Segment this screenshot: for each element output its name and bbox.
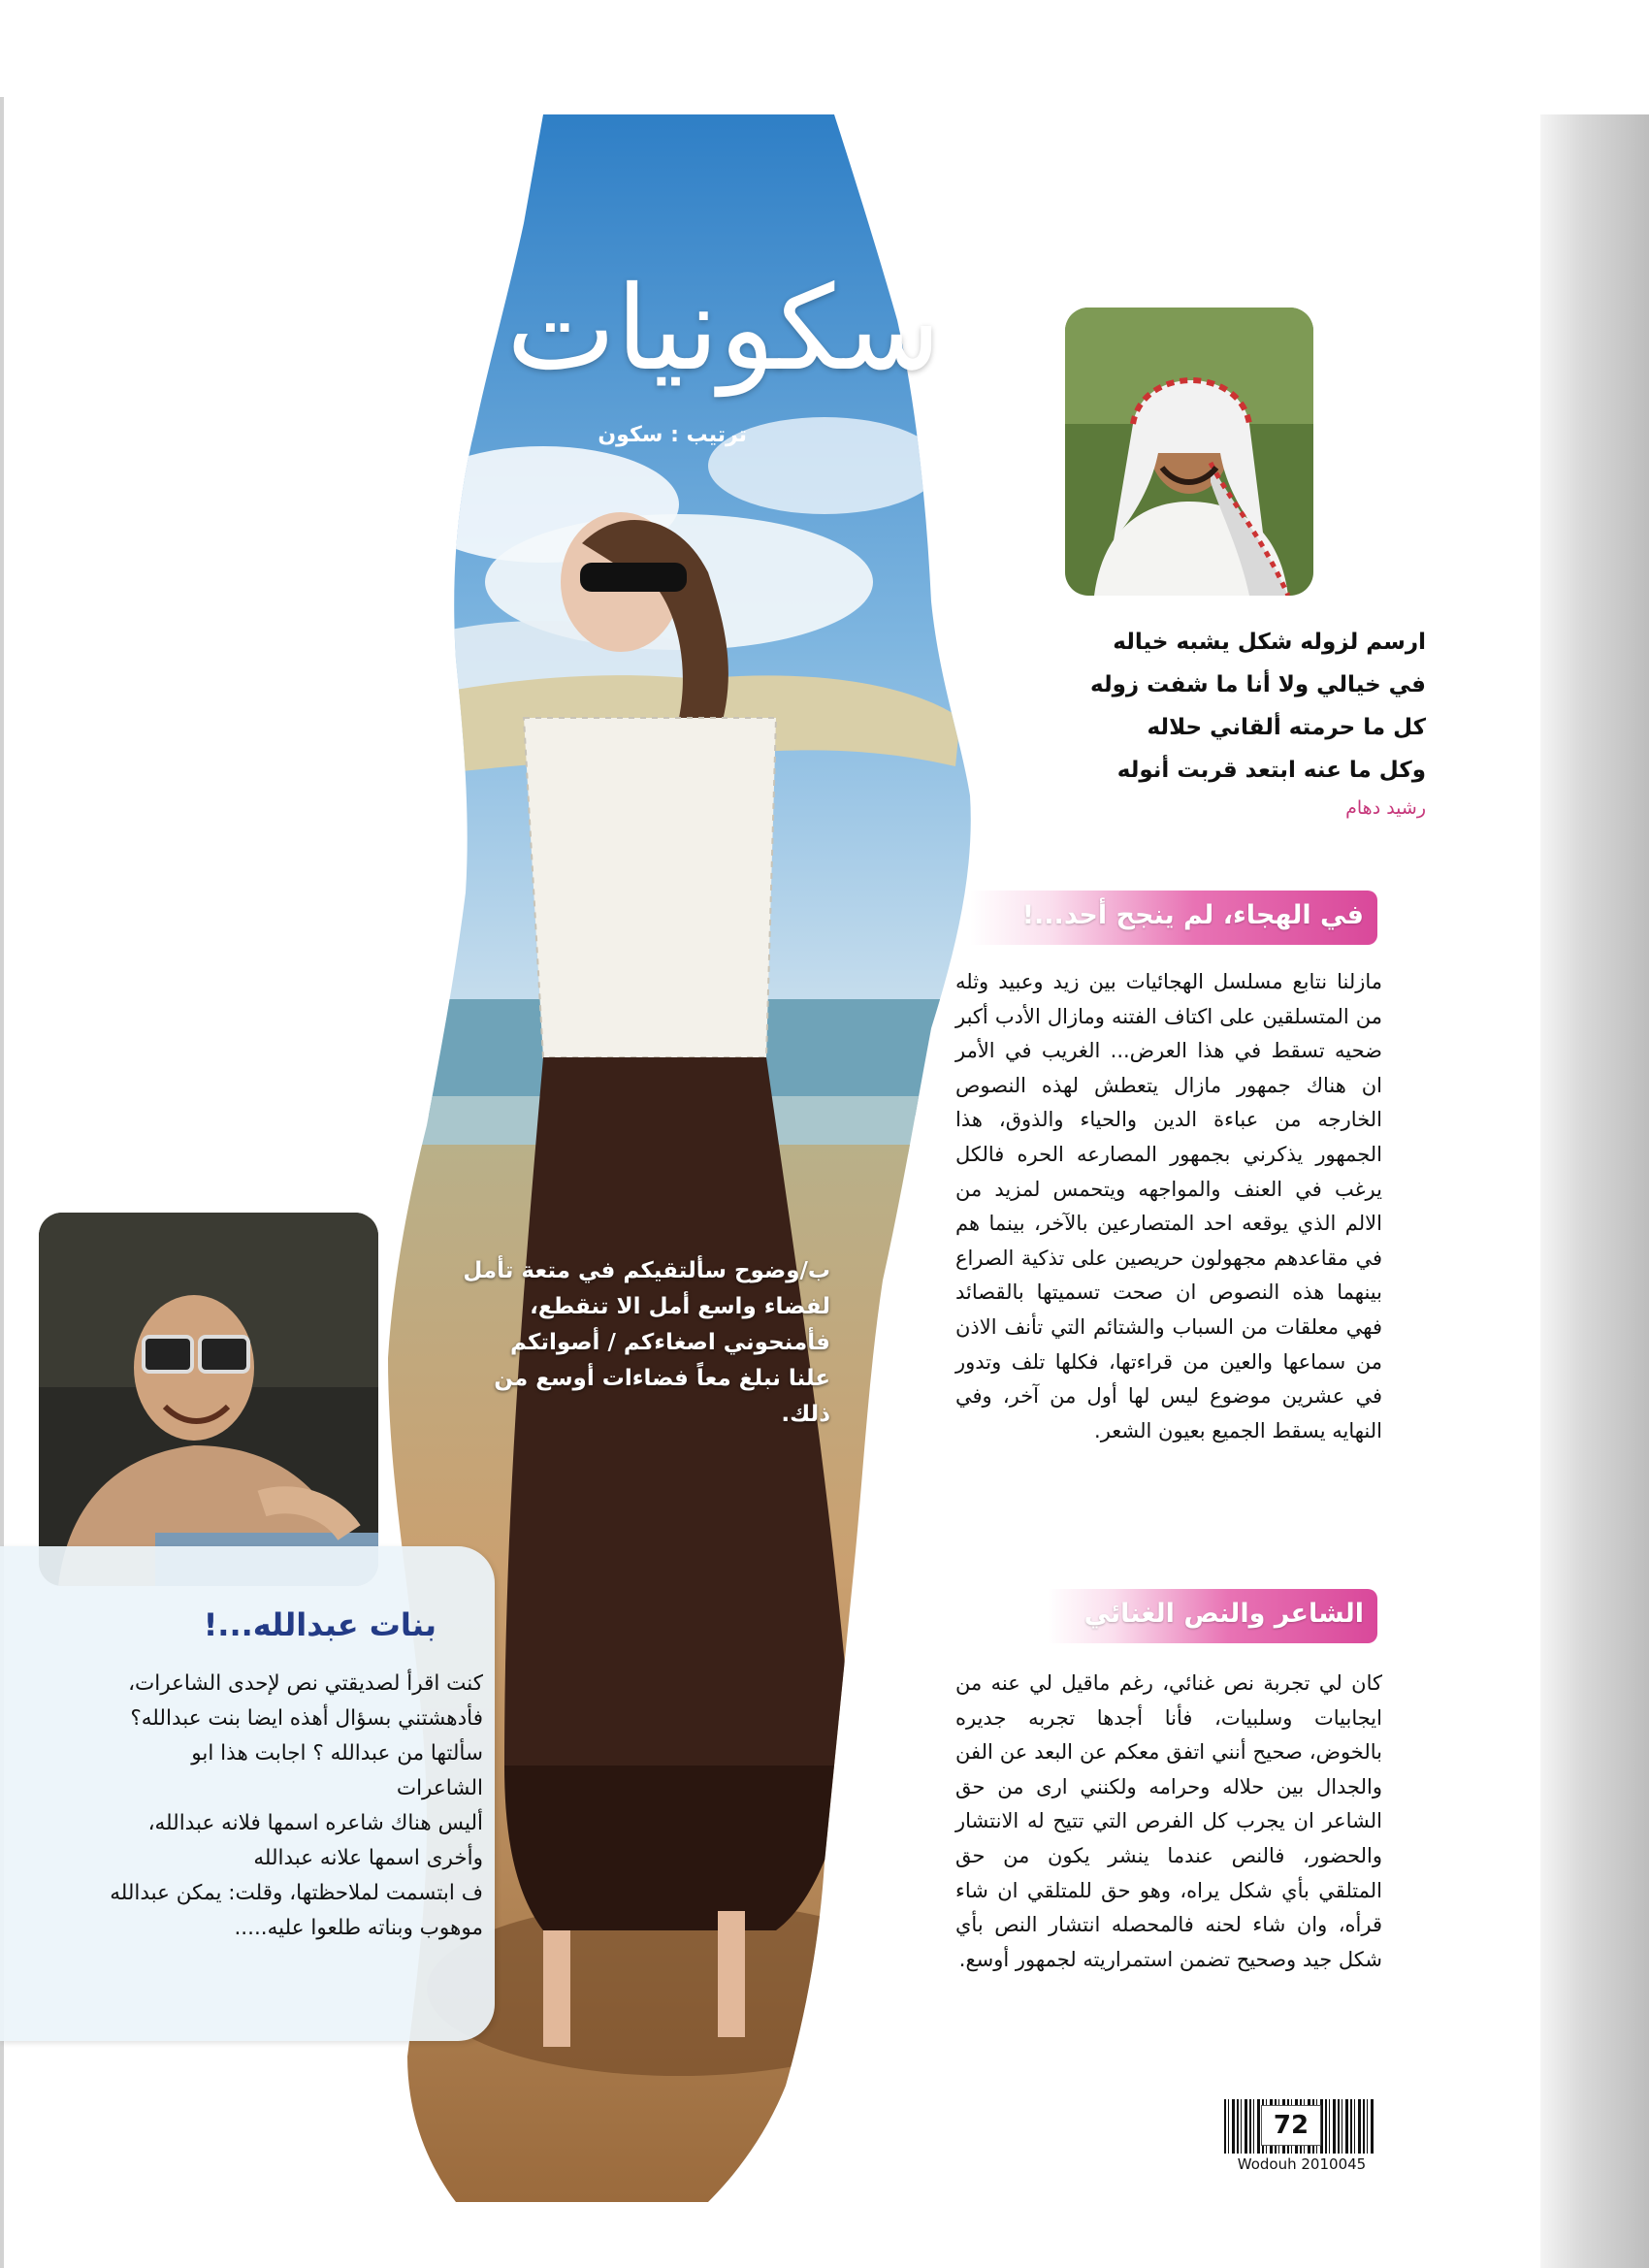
cartoon-man-photo <box>39 1213 378 1586</box>
article-hijaa-body: مازلنا نتابع مسلسل الهجائيات بين زيد وعبيد وثله من المتسلقين على اكتاف الفتنه ومازال الأدب أكبر ضحيه تسقط في هذا العرض... الغريب في الأمر ان هناك جمهور مازال يتعطش لهذه النصوص الخارجه من عباءة الدين والحياء والذوق، هذا الجمهور يذكرني بجمهور المصارعه الحره فالكل يرغب في العنف والمواجهه ويتحمس لمزيد من الالم الذي يوقعه احد المتصارعين بالآخر، بينما هم في مقاعدهم مجهولون حريصين على تذكية الصراع بينهما هذه النصوص ان صحت تسميتها بالقصائد فهي معلقات من السباب والشتائم التي تأنف الاذن من سماعها والعين من قراءتها، فكلها تلف وتدور في عشرين موضوع ليس لها أول من آخر، وفي النهايه يسقط الجميع بعيون الشعر. <box>955 970 1382 1442</box>
issue-code: Wodouh 2010045 <box>1237 2155 1367 2173</box>
page-number: 72 <box>1261 2105 1321 2146</box>
section-credit: ترتيب : سكون <box>598 423 747 447</box>
section-heading-hijaa: في الهجاء، لم ينجح أحد...! <box>1021 900 1364 930</box>
note-line: ف ابتسمت لملاحظتها، وقلت: يمكن عبدالله <box>110 1881 483 1905</box>
note-line: سألتها من عبدالله ؟ اجابت هذا ابو <box>191 1741 483 1766</box>
section-heading-lyric: الشاعر والنص الغنائي <box>1083 1599 1364 1629</box>
poem-block <box>931 621 1426 825</box>
old-man-illustration <box>39 1213 378 1586</box>
man-portrait-illustration <box>1065 308 1313 596</box>
note-line: كنت اقرأ لصديقتي نص لإحدى الشاعرات، <box>128 1671 483 1696</box>
note-line: الشاعرات <box>396 1776 483 1800</box>
poet-name: رشيد دهام <box>1345 797 1426 819</box>
section-heading-bar <box>1048 1589 1377 1643</box>
note-line: وأخرى اسمها علانه عبدالله <box>253 1846 483 1870</box>
section-heading-bar <box>970 891 1377 945</box>
photo-caption-text: ب/وضوح سألتقيكم في متعة تأمل لفضاء واسع أمل الا تنقطع، فأمنحوني اصغاءكم / أصواتكم علنا نبلغ معاً فضاءات أوسع من ذلك. <box>463 1258 830 1427</box>
poem-line: وكل ما عنه ابتعد قربت أنوله <box>1116 758 1426 783</box>
poem-line: كل ما حرمته ألقاني حلاله <box>1147 715 1426 740</box>
note-title: بنات عبدالله...! <box>203 1606 436 1643</box>
note-line: أليس هناك شاعره اسمها فلانه عبدالله، <box>147 1811 483 1835</box>
magazine-section-title: سكونيات <box>506 262 941 397</box>
poem-line: ارسم لزوله شكل يشبه خياله <box>1113 630 1426 655</box>
poem-line: في خيالي ولا أنا ما شفت زوله <box>1090 672 1426 697</box>
note-line: موهوب وبناته طلعوا عليه..... <box>234 1916 483 1940</box>
article-lyric-body: كان لي تجربة نص غنائي، رغم ماقيل لي عنه من ايجابيات وسلبيات، فأنا أجدها تجربه جديره بالخوض، صحيح أنني اتفق معكم عن البعد عن الفن والجدال بين حلاله وحرامه ولكنني ارى من حق الشاعر ان يجرب كل الفرص التي تتيح له الانتشار والحضور، فالنص عندما ينشر يكون من حق المتلقي بأي شكل يراه، وهو حق للمتلقي ان شاء قرأه، وان شاء لحنه فالمحصله انتشار النص بأي شكل جيد وصحيح تضمن استمراريته لجمهور أوسع. <box>955 1671 1382 1971</box>
poet-portrait-photo <box>1065 308 1313 596</box>
note-body <box>10 1667 483 1946</box>
note-line: فأدهشتني بسؤال أهذه ايضا بنت عبدالله؟ <box>130 1706 483 1731</box>
